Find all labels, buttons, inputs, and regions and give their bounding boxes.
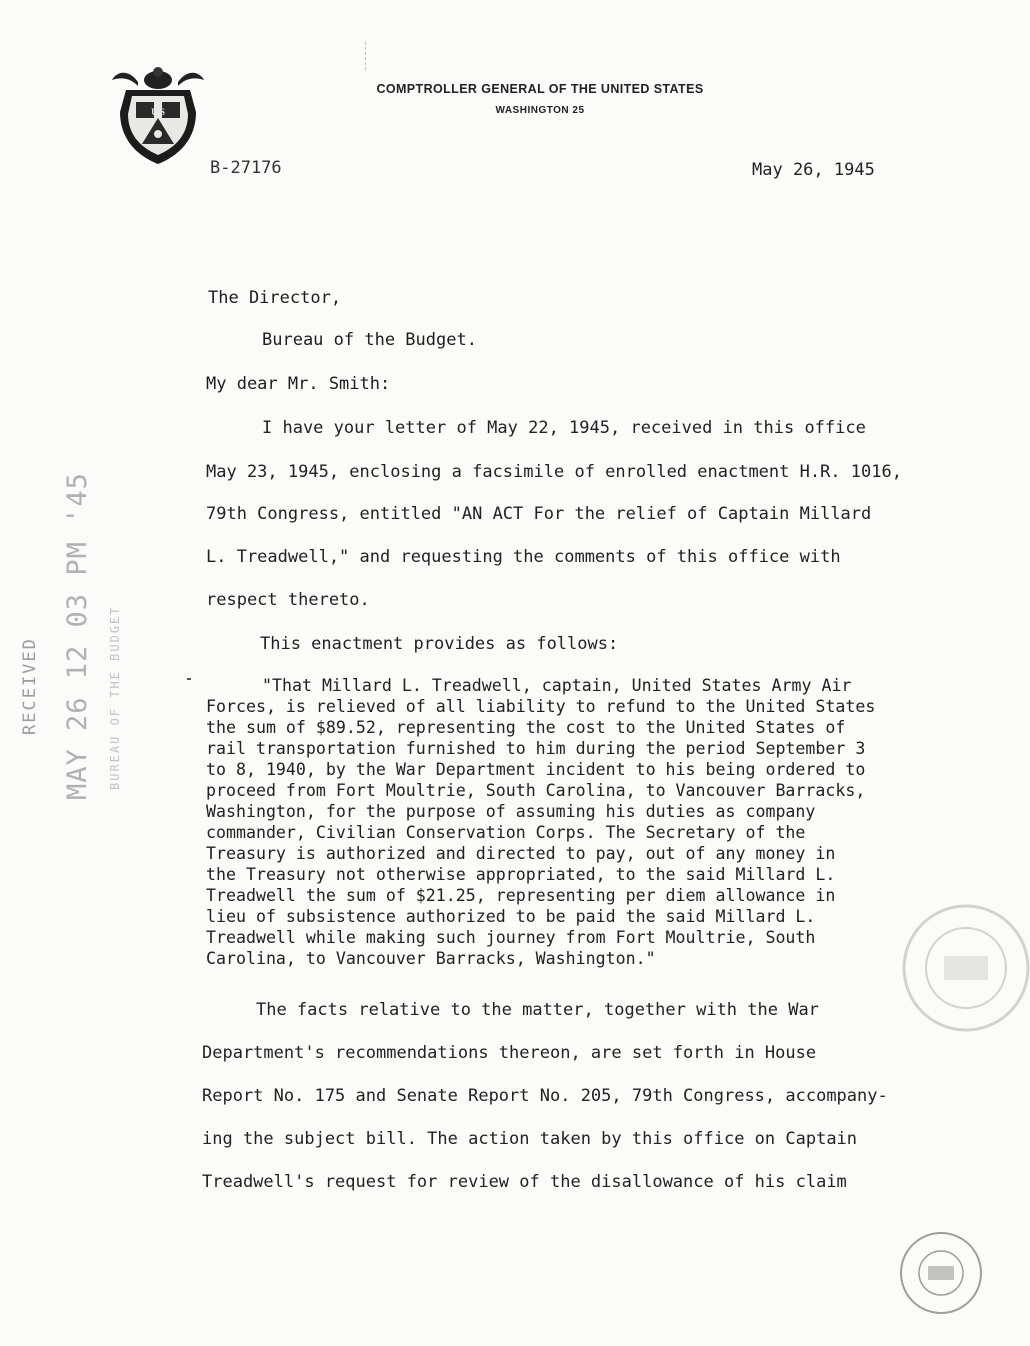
seal-lettering: U S bbox=[151, 107, 165, 117]
paragraph1-line: respect thereto. bbox=[206, 590, 370, 610]
quote-line: Treadwell while making such journey from Fort Moultrie, South bbox=[206, 928, 816, 947]
comptroller-seal-emblem bbox=[108, 60, 208, 166]
quote-line: Carolina, to Vancouver Barracks, Washington." bbox=[206, 949, 656, 968]
paragraph3-line: The facts relative to the matter, together with the War bbox=[256, 1000, 819, 1020]
paragraph3-line: Treadwell's request for review of the disallowance of his claim bbox=[202, 1172, 847, 1192]
quote-line: commander, Civilian Conservation Corps. The Secretary of the bbox=[206, 823, 806, 842]
quote-line: lieu of subsistence authorized to be paid the said Millard L. bbox=[206, 907, 816, 926]
paragraph2: This enactment provides as follows: bbox=[260, 634, 619, 654]
quote-line: proceed from Fort Moultrie, South Carolina, to Vancouver Barracks, bbox=[206, 781, 866, 800]
quote-line: the Treasury not otherwise appropriated, to the said Millard L. bbox=[206, 865, 836, 884]
quote-line: Washington, for the purpose of assuming his duties as company bbox=[206, 802, 816, 821]
paragraph1-line: May 23, 1945, enclosing a facsimile of enrolled enactment H.R. 1016, bbox=[206, 462, 902, 482]
margin-mark bbox=[187, 678, 191, 680]
paragraph1-line: 79th Congress, entitled "AN ACT For the relief of Captain Millard bbox=[206, 504, 872, 524]
letterhead-title: COMPTROLLER GENERAL OF THE UNITED STATES bbox=[376, 82, 704, 96]
quote-line: Treadwell the sum of $21.25, representing per diem allowance in bbox=[206, 886, 836, 905]
paragraph3-line: Report No. 175 and Senate Report No. 205, 79th Congress, accompany- bbox=[202, 1086, 888, 1106]
quote-line: the sum of $89.52, representing the cost to the United States of bbox=[206, 718, 846, 737]
letter-date: May 26, 1945 bbox=[752, 160, 875, 180]
quote-line: to 8, 1940, by the War Department incident to his being ordered to bbox=[206, 760, 866, 779]
recipient-title: The Director, bbox=[208, 288, 342, 308]
paragraph3-line: Department's recommendations thereon, are set forth in House bbox=[202, 1043, 817, 1063]
quote-line: Treasury is authorized and directed to pay, out of any money in bbox=[206, 844, 836, 863]
salutation: My dear Mr. Smith: bbox=[206, 374, 391, 394]
library-stamp-watermark bbox=[896, 898, 1030, 1038]
received-stamp-word: RECEIVED bbox=[20, 637, 40, 735]
quote-line: "That Millard L. Treadwell, captain, United States Army Air bbox=[262, 676, 852, 695]
fold-mark bbox=[365, 42, 367, 70]
nara-library-stamp bbox=[896, 1228, 986, 1318]
quote-line: Forces, is relieved of all liability to refund to the United States bbox=[206, 697, 876, 716]
file-number: B-27176 bbox=[210, 158, 282, 178]
paragraph1-line: I have your letter of May 22, 1945, received in this office bbox=[262, 418, 866, 438]
received-stamp-agency: BUREAU OF THE BUDGET bbox=[108, 605, 122, 790]
letterhead-subtitle: WASHINGTON 25 bbox=[495, 105, 585, 116]
paragraph1-line: L. Treadwell," and requesting the comments of this office with bbox=[206, 547, 841, 567]
paragraph3-line: ing the subject bill. The action taken by this office on Captain bbox=[202, 1129, 858, 1149]
recipient-office: Bureau of the Budget. bbox=[262, 330, 477, 350]
quote-line: rail transportation furnished to him during the period September 3 bbox=[206, 739, 866, 758]
received-stamp-datetime: MAY 26 12 03 PM '45 bbox=[62, 472, 93, 800]
